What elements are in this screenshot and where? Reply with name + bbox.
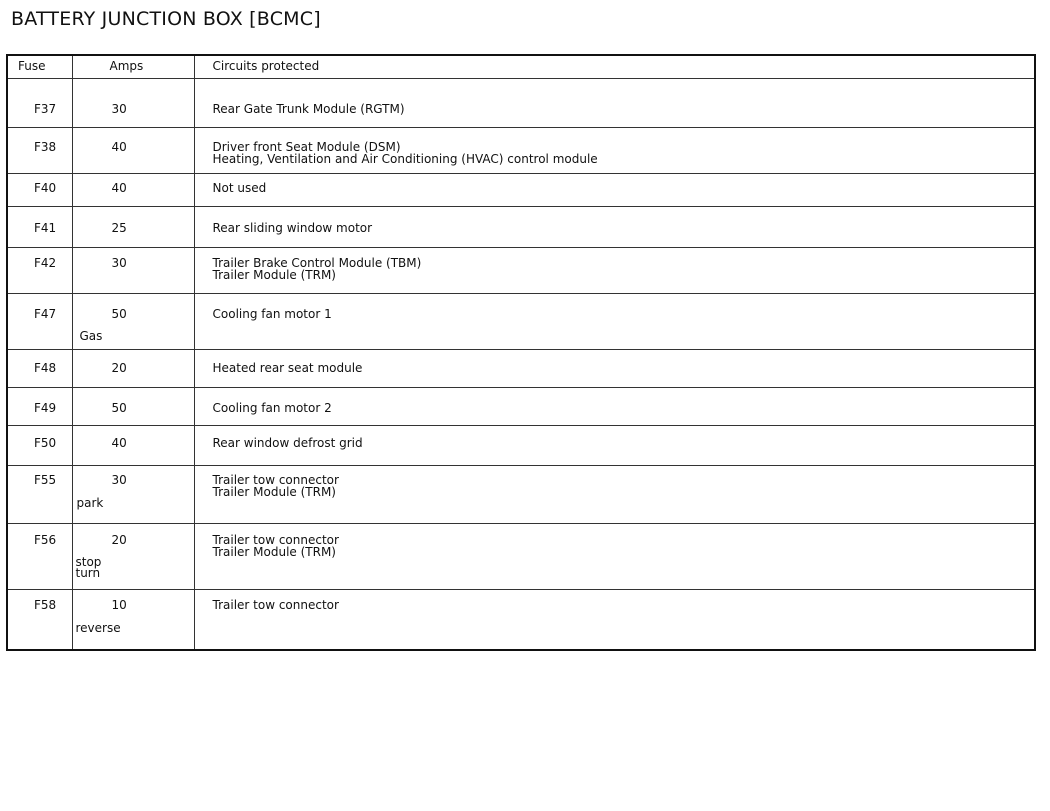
circuit-item: Rear Gate Trunk Module (RGTM): [212, 102, 405, 116]
amps-value: 30: [111, 473, 127, 487]
fuse-id: F48: [7, 350, 72, 388]
amps-value: 30: [111, 256, 127, 270]
fuse-id: F42: [7, 248, 72, 294]
circuit-item: Cooling fan motor 1: [212, 307, 332, 321]
amps-note: park: [76, 495, 104, 510]
circuit-item: Rear sliding window motor: [212, 221, 373, 235]
table-row: [7, 590, 1035, 650]
circuit-item: Heating, Ventilation and Air Conditioning (HVAC) control module: [212, 151, 598, 166]
fuse-id: F41: [7, 207, 72, 248]
circuit-item: Driver front Seat Module (DSM): [212, 140, 401, 154]
circuits-cell: [194, 426, 1035, 466]
table-row: [7, 248, 1035, 294]
table-row: [7, 388, 1035, 426]
circuit-item: Heated rear seat module: [212, 361, 363, 375]
circuits-cell: [194, 79, 1035, 128]
amps-value: 25: [111, 221, 127, 235]
circuit-item: Trailer Module (TRM): [212, 544, 336, 559]
table-row: [7, 207, 1035, 248]
table-row: [7, 128, 1035, 174]
amps-cell: [72, 524, 194, 590]
amps-value: 50: [111, 307, 127, 321]
fuse-id: F40: [7, 174, 72, 207]
fuse-id: F56: [7, 524, 72, 590]
fuse-id: F58: [7, 590, 72, 650]
page-title: BATTERY JUNCTION BOX [BCMC]: [11, 8, 321, 30]
table-row: [7, 426, 1035, 466]
circuits-cell: [194, 524, 1035, 590]
amps-cell: [72, 590, 194, 650]
amps-cell: [72, 79, 194, 128]
amps-value: 30: [111, 102, 127, 116]
circuits-cell: [194, 388, 1035, 426]
circuits-cell: [194, 590, 1035, 650]
table-row: [7, 466, 1035, 524]
amps-cell: [72, 466, 194, 524]
amps-note: stop turn: [75, 554, 102, 580]
amps-value: 20: [111, 533, 127, 547]
header-amps: Amps: [72, 55, 194, 79]
table-header-row: [7, 55, 1035, 79]
amps-cell: [72, 128, 194, 174]
circuits-cell: [194, 128, 1035, 174]
amps-note: Gas: [79, 328, 103, 343]
circuits-cell: [194, 248, 1035, 294]
amps-value: 40: [111, 140, 127, 154]
amps-value: 40: [111, 181, 127, 195]
circuits-cell: [194, 294, 1035, 350]
circuits-cell: [194, 350, 1035, 388]
fuse-table-body: [7, 79, 1035, 650]
amps-cell: [72, 294, 194, 350]
table-row: [7, 350, 1035, 388]
amps-value: 40: [111, 436, 127, 450]
circuit-item: Rear window defrost grid: [212, 436, 363, 450]
circuit-item: Trailer Module (TRM): [212, 484, 336, 499]
fuse-table: [6, 54, 1036, 651]
circuit-item: Cooling fan motor 2: [212, 401, 332, 415]
circuits-cell: [194, 174, 1035, 207]
header-fuse: Fuse: [7, 55, 72, 79]
amps-cell: [72, 350, 194, 388]
amps-cell: [72, 426, 194, 466]
circuit-item: Trailer Brake Control Module (TBM): [212, 256, 422, 270]
circuit-item: Trailer tow connector: [212, 473, 339, 487]
table-row: [7, 79, 1035, 128]
circuit-item: Trailer tow connector: [212, 533, 339, 547]
fuse-id: F47: [7, 294, 72, 350]
table-row: [7, 524, 1035, 590]
circuit-item: Trailer tow connector: [212, 598, 339, 612]
amps-value: 50: [111, 401, 127, 415]
circuit-item: Not used: [212, 181, 267, 195]
header-circuits: Circuits protected: [194, 55, 1035, 79]
amps-cell: [72, 174, 194, 207]
table-row: [7, 174, 1035, 207]
fuse-id: F37: [7, 79, 72, 128]
amps-value: 10: [111, 598, 127, 612]
fuse-id: F38: [7, 128, 72, 174]
amps-cell: [72, 388, 194, 426]
fuse-id: F55: [7, 466, 72, 524]
amps-cell: [72, 248, 194, 294]
circuits-cell: [194, 207, 1035, 248]
table-row: [7, 294, 1035, 350]
amps-value: 20: [111, 361, 127, 375]
circuits-cell: [194, 466, 1035, 524]
circuit-item: Trailer Module (TRM): [212, 267, 336, 282]
fuse-id: F50: [7, 426, 72, 466]
fuse-id: F49: [7, 388, 72, 426]
amps-cell: [72, 207, 194, 248]
amps-note: reverse: [75, 620, 121, 635]
